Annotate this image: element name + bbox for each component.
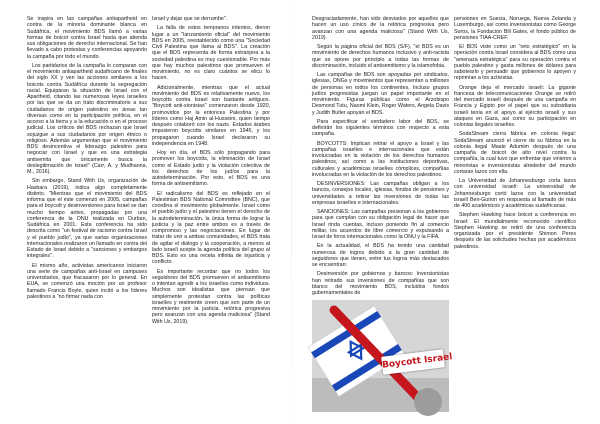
paragraph: En la actualidad, el BDS ha tenido una cantidad numerosa de logros debido a la gran cantidad de seguidores que tienen, entre tus logros más destacados se encuentran:	[312, 243, 449, 268]
column-4	[454, 16, 576, 416]
paragraph: El mismo año, activistas americanos iniciaron una serie de campañas anti-Israel en campuses universitarios, que fracasaron por lo general. En EUA, se comenzó una moción por un profesor llamado Francis Boyle, quien incitó a los líderes palestinos a "no firmar nada con	[27, 262, 147, 300]
paragraph: Desgraciadamente, han sido desviados por aquellos que hacen un uso cínico de la retórica progresiva pero avanzan con una agenda maliciosa" (Stand With Us, 2019).	[312, 16, 449, 41]
paragraph: Orange deja el mercado israelí: La gigante francesa de telecomunicaciones Orange se retiró del mercado israelí después de una campaña en Francia y Egipto por el papel que su subsidiaria israelí tenía en el apoyo al ejército israelí y sus ataques en Gaza, así como su participación en colonias ilegales israelíes.	[454, 84, 576, 128]
paragraph: Los partidarios de la campaña lo comparan con el movimiento antiapartheid sudafricano de finales del siglo XX y ven las acciones similares a los boicots contra Sudáfrica durante la segregación racial. Equiparan la situación de Israel con el Apartheid, citando las numerosas leyes israelíes por las que se da un trato discriminatorio a sus ciudadanos de origen palestino en áreas tan diversas como en la participación política, en el acceso a la tierra y a la educación o en el proceso judicial. Los críticos del BDS rechazan que Israel sojuzgue a sus ciudadanos por origen étnico o religioso. Además argumentan que el movimiento BDS desincentiva el liderazgo palestino para negociar con Israel y que es una estrategia antisemita que únicamente busca la deslegitimación de Israel" (Carr, A. y Mudhanna, M., 2016).	[27, 62, 147, 175]
column-1	[27, 16, 147, 416]
paragraph: Hoy en día, el BDS sólo propagando para promover los boycotts, la eliminación de Israel como el Estado judío y la violación colectiva de los derechos de los judíos para la autodeterminación. Por esto, el BDS es una forma de antisemitismo.	[152, 150, 270, 188]
paragraph: Israel y dejar que se derrumbe".	[152, 16, 228, 22]
paragraph: Según la página oficial del BDS (S/F), "el BDS es un movimiento de derechos humanos inclusivo y anti-racista que se opone por principio a todas las formas de discriminación, incluido el antisemitismo y la islamofobia.	[312, 44, 449, 69]
boycott-sign: Boycott Israel	[381, 349, 445, 374]
paragraph: pensiones en Suecia, Noruega, Nueva Zelanda y Luxemburgo, así como inversionistas como George Soros, la Fundación Bill Gates, el fondo público de pensiones TIAA-CREF.	[454, 16, 576, 41]
paragraph: BOYCOTTS: Implican retirar el apoyo a Israel y las campañas israelíes e internacionales que están involucradas en la violación de los derechos humanos palestinos, así como a las instituciones deportivas, culturales y académicas israelíes cómplices, compañías involucradas en la violación de los derechos palestinos.	[312, 140, 449, 178]
paragraph: Adicionalmente, mientras que el actual movimiento del BDS es relativamente nuevo, los boycotts contra Israel son bastante antiguos. "Boycott anti-sionistas" comenzaron desde 1920, promovidos por la entonces Palestina y por líderes como Haj Amin al-Husseini, quien tiempo después colaboró con los nazis. Estados árabes impusieron boycotts similares en 1945, y los propagaron cuando Israel declararon su independencia en 1948.	[152, 84, 270, 147]
paragraph: Para especificar el verdadero labor del BDS, se definirán los siguientes términos con respecto a esta campaña.	[312, 118, 449, 138]
paragraph: Desinversión por gobiernos y bancos: Inversionistas han retirado sus inversiones de compañías que son blanco del movimiento BDS, incluidos fondos gubernamentales de	[312, 271, 449, 296]
paragraph: La falla de estos tempranos intentos, dieron lugar a un "lanzamiento oficial" del movimiento BDS en 2005, reestablecido como una "Sociedad Civil Palestina que llama al BDS". La creación que el BDS representa de forma extranjera a la sociedad palestina es muy cuestionable. Por más que hay muchos palestinos que promueven el movimiento, no es claro cuántos se elicu lo hacen.	[152, 25, 270, 82]
paragraph: Es importante recordar que no todos los seguidores del BDS promueven el antisemitismo o intentan agredir a los israelíes como individuos. Muchos son idealistas que piensan que simplemente protestan contra las políticas israelíes y realmente creen que son parte de un movimiento por la justicia. retórica progresiva pero avanzan con una agenda maliciosa" (Stand With Us, 2019).	[152, 268, 270, 325]
protester-head	[414, 388, 442, 416]
page-fold-divider	[291, 0, 292, 424]
boycott-israel-photo	[312, 300, 453, 412]
paragraph: Las campañas de BDS son apoyadas por sindicatos, iglesias, ONGs y movimientos que representan a millones de personas en todos los continentes. Incluso grupos judíos progresistas juegan un papel importante en el movimiento. Figuras públicas como el Arzobispo Desmond Tutu, Naomi Klein, Roger Waters, Angela Davis y Judith Butler apoyan el BDS.	[312, 72, 449, 116]
paragraph: SANCIONES: Las campañas presionan a los gobiernos para que cumplan con su obligación legal de hacer que Israel rinda cuentas, incluso poniendo fin al comercio militar, los acuerdos de libre comercio y expulsando a Israel de foros internacionales como la ONU y la FIFA.	[312, 209, 449, 240]
column-2	[152, 16, 270, 416]
paragraph: Sin embargo, Stand With Us, organización de Hasbara (2019), indica algo completamente distinto. "Mientras que el movimiento del BDS informa que el éste comenzó en 2005, campañas para el boycott y desinversiones para Israel se dan mucho tiempo antes, propagadas por una conferencia de la ONU realizada en Durban, Sudáfrica en 2001. Esta conferencia ha sido descrita como "un festival de racismo contra Israel y el pueblo judío", ya que varias organizaciones internacionales realizaron un llamado en contra del Estado de Israel debido a "sanciones y embargos integrales".	[27, 178, 147, 260]
paragraph: El BDS viste como un "reto estratégico" en la operación contra Israel considera al BDS como una "amenaza estratégica" para su operación contra el pueblo palestino y gasta millones de dólares para sabotearlo y persuadir que gobiernos lo apoyen y reprimían a los activistas.	[454, 44, 576, 82]
column-3-text	[312, 16, 449, 296]
paragraph: DESINVERSIONES: Las campañas obligan a los bancos, consejos locales, iglesias, fondos de pensiones y universidades a retirar las inversiones de todas las empresas israelíes e internacionales.	[312, 181, 449, 206]
paragraph: Stephen Hawking hace boicot a conferencia en Israel: El mundialmente reconocido científico Stephen Hawking se retiró de una conferencia organizada por el presidente Shimon Peres después de las solicitudes hechas por académicos palestinos.	[454, 212, 576, 250]
paragraph: El radicalismo del BDS es reflejado en el Palestinian BDS National Committee (BNC), que coordina el movimiento globalmente. Israel como el pueblo judío y el palestino tienen el derecho de la autodeterminación, la única forma de lograr la justicia y la paz entre ambos es a través de compromiso y las negociaciones. En lugar de tratar de unir a ambas comunidades, el BDS trata de agitar el diálogo y la cooperación, a menos al lado israelí acepte la agenda política del grupo al BDS. Esto es una receta infinita de injusticia y conflicto.	[152, 190, 270, 266]
paragraph: Se inspira en las campañas antiapartheid en contra de la minoría dominante blanca en Sudáfrica, el movimiento BDS llamó a varias formas de boicot contra Israel hasta que atienda sus obligaciones de derecho internacional. Se han llevado a cabo protestas y conferencias apoyando la campaña por todo el mundo.	[27, 16, 147, 60]
paragraph: SodaStream cierra fábrica en colonia ilegal: SodaStream anunció el cierre de su fábrica en la colonia ilegal Maale Adumim después de una campaña de boicot de alto nivel contra la compañía, la cual tuvo que enfrentar que vinieron a minoristas e inversionistas alrededor del mundo cortaran lazos con ella.	[454, 131, 576, 175]
paragraph: La Universidad de Johannesburgo corta lazos con universidad israelí: La universidad de Johannesburgo cortó lazos con la universidad israelí Ben-Gurion en respuesta al llamado de más de 400 académicos y académicas sudafricanas.	[454, 178, 576, 209]
